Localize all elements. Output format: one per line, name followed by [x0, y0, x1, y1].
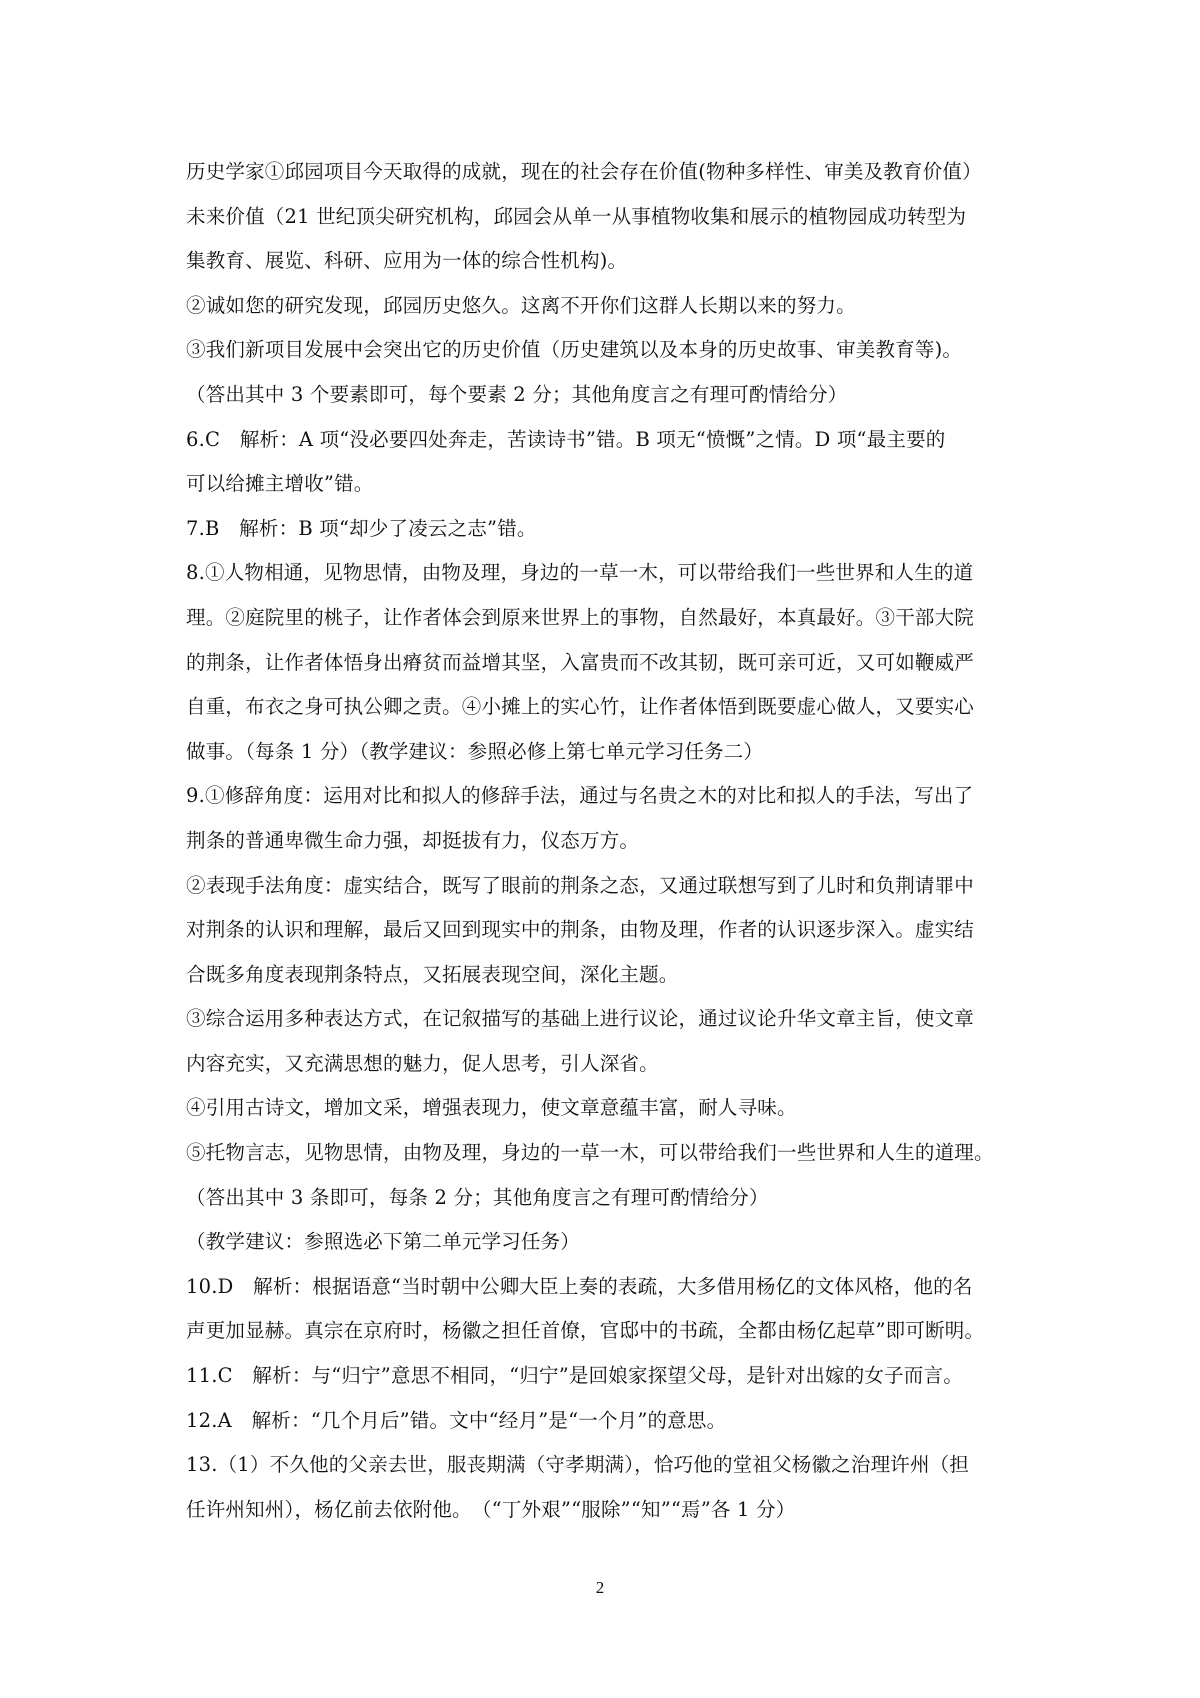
page-number: 2 [595, 1578, 605, 1597]
text-line: ③我们新项目发展中会突出它的历史价值（历史建筑以及本身的历史故事、审美教育等)。 [186, 338, 963, 362]
text-line: ⑤托物言志，见物思情，由物及理，身边的一草一木，可以带给我们一些世界和人生的道理。 [186, 1141, 994, 1165]
text-line: 合既多角度表现荆条特点，又拓展表现空间，深化主题。 [186, 962, 679, 986]
question-12-answer: 12.A 解析：“几个月后”错。文中“经月”是“一个月”的意思。 [186, 1408, 727, 1432]
text-line: （答出其中 3 条即可，每条 2 分；其他角度言之有理可酌情给分） [186, 1185, 769, 1209]
text-line: 的荆条，让作者体悟身出瘠贫而益增其坚，入富贵而不改其韧，既可亲可近，又可如鞭威严 [186, 650, 975, 674]
text-line: ②诚如您的研究发现，邱园历史悠久。这离不开你们这群人长期以来的努力。 [186, 293, 856, 317]
text-line: 历史学家①邱园项目今天取得的成就，现在的社会存在价值(物种多样性、审美及教育价值） [186, 160, 982, 183]
question-10-answer: 10.D 解析：根据语意“当时朝中公卿大臣上奏的表疏，大多借用杨亿的文体风格，他的名 [186, 1274, 973, 1298]
question-8-answer: 8.①人物相通，见物思情，由物及理，身边的一草一木，可以带给我们一些世界和人生的道 [186, 561, 974, 585]
text-line: ③综合运用多种表达方式，在记叙描写的基础上进行议论，通过议论升华文章主旨，使文章 [186, 1007, 975, 1031]
text-line: 未来价值（21 世纪顶尖研究机构，邱园会从单一从事植物收集和展示的植物园成功转型为 [186, 204, 967, 228]
question-6-answer: 6.C 解析：A 项“没必要四处奔走，苦读诗书”错。B 项无“愤慨”之情。D 项“最主要的 [186, 427, 946, 451]
text-line: 可以给摊主增收”错。 [186, 472, 374, 496]
question-11-answer: 11.C 解析：与“归宁”意思不相同，“归宁”是回娘家探望父母，是针对出嫁的女子而言。 [186, 1364, 963, 1388]
text-line: （教学建议：参照选必下第二单元学习任务） [186, 1230, 581, 1254]
question-9-answer: 9.①修辞角度：运用对比和拟人的修辞手法，通过与名贵之木的对比和拟人的手法，写出了 [186, 784, 974, 808]
answer-text-body [186, 150, 1031, 1532]
text-line: 集教育、展览、科研、应用为一体的综合性机构)。 [186, 249, 628, 273]
text-line: ②表现手法角度：虚实结合，既写了眼前的荆条之态，又通过联想写到了儿时和负荆请罪中 [186, 873, 975, 897]
text-line: 自重，布衣之身可执公卿之责。④小摊上的实心竹，让作者体悟到既要虚心做人，又要实心 [186, 695, 975, 719]
question-13-answer: 13.（1）不久他的父亲去世，服丧期满（守孝期满），恰巧他的堂祖父杨徽之治理许州（担 [186, 1453, 970, 1477]
question-7-answer: 7.B 解析：B 项“却少了凌云之志”错。 [186, 516, 537, 540]
text-line: 对荆条的认识和理解，最后又回到现实中的荆条，由物及理，作者的认识逐步深入。虚实结 [186, 918, 975, 942]
text-line: （答出其中 3 个要素即可，每个要素 2 分；其他角度言之有理可酌情给分） [186, 382, 848, 406]
text-line: 理。②庭院里的桃子，让作者体会到原来世界上的事物，自然最好，本真最好。③干部大院 [186, 605, 975, 629]
text-line: ④引用古诗文，增加文采，增强表现力，使文章意蕴丰富，耐人寻味。 [186, 1096, 797, 1120]
text-line: 任许州知州），杨亿前去依附他。 （“丁外艰”“服除”“知”“焉”各 1 分） [186, 1497, 796, 1521]
text-line: 做事。（每条 1 分）（教学建议：参照必修上第七单元学习任务二） [186, 739, 764, 763]
text-line: 声更加显赫。真宗在京府时，杨徽之担任首僚，官邸中的书疏，全都由杨亿起草”即可断明。 [186, 1319, 985, 1343]
text-line: 内容充实，又充满思想的魅力，促人思考，引人深省。 [186, 1051, 659, 1075]
text-line: 荆条的普通卑微生命力强，却挺拔有力，仪态万方。 [186, 828, 640, 852]
